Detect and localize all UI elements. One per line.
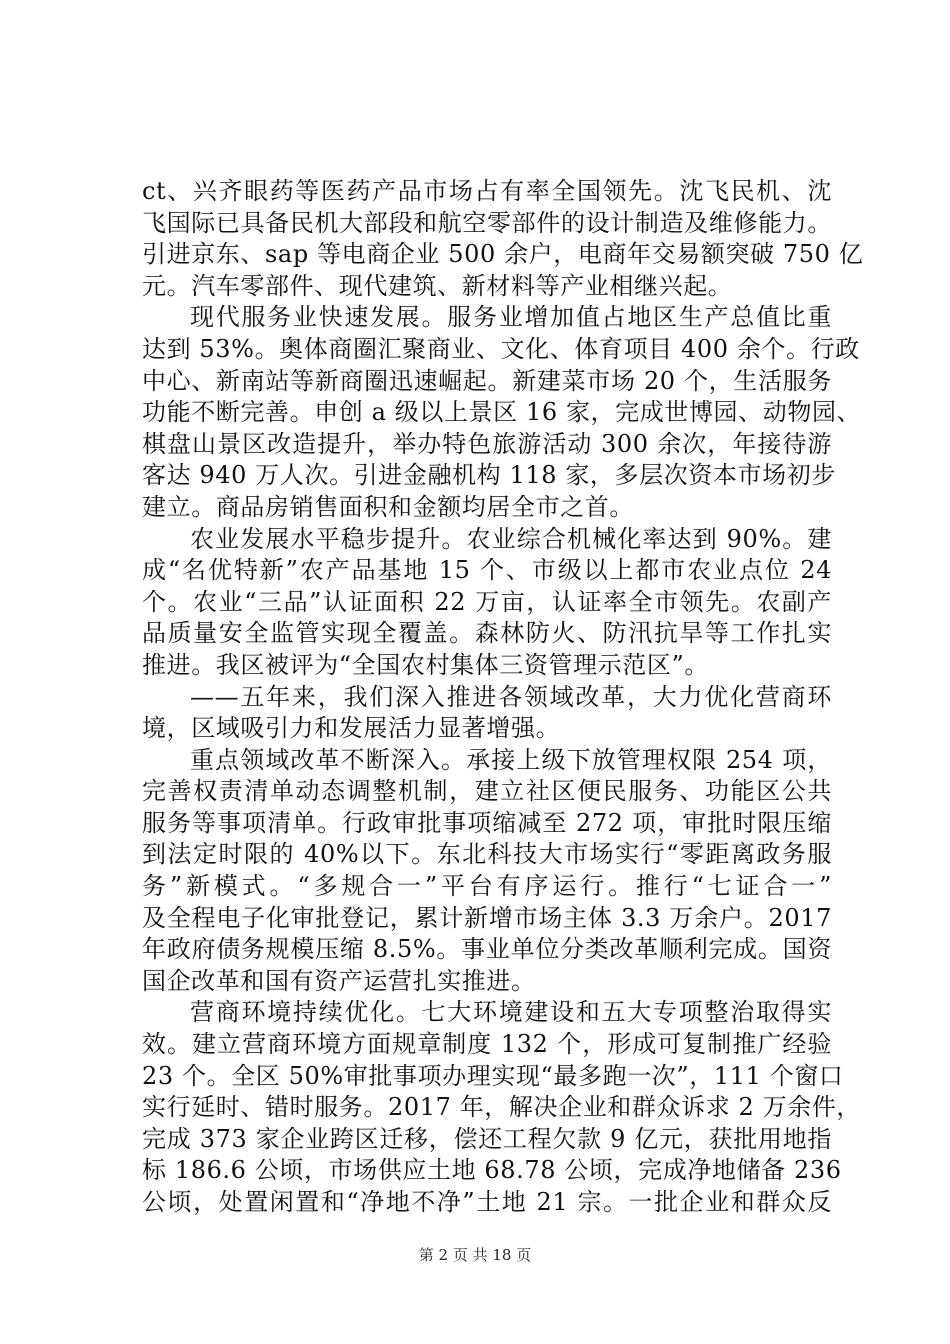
text-line: 品质量安全监管实现全覆盖。森林防火、防汛抗旱等工作扎实: [142, 619, 832, 648]
text-line: 国企改革和国有资产运营扎实推进。: [142, 966, 536, 995]
text-line: 成“名优特新”农产品基地 15 个、市级以上都市农业点位 24: [142, 556, 832, 585]
text-line: 元。汽车零部件、现代建筑、新材料等产业相继兴起。: [142, 271, 733, 300]
text-line: 飞国际已具备民机大部段和航空零部件的设计制造及维修能力。: [142, 208, 832, 237]
text-line: 到法定时限的 40%以下。东北科技大市场实行“零距离政务服: [142, 840, 832, 869]
paragraph-start-line: 农业发展水平稳步提升。农业综合机械化率达到 90%。建: [190, 524, 832, 553]
text-line: 个。农业“三品”认证面积 22 万亩，认证率全市领先。农副产: [142, 587, 832, 616]
text-line: 效。建立营商环境方面规章制度 132 个，形成可复制推广经验: [142, 1030, 832, 1059]
text-line: 完成 373 家企业跨区迁移，偿还工程欠款 9 亿元，获批用地指: [142, 1124, 832, 1153]
text-line: ct、兴齐眼药等医药产品市场占有率全国领先。沈飞民机、沈: [142, 177, 832, 205]
text-line: 中心、新南站等新商圈迅速崛起。新建菜市场 20 个，生活服务: [142, 366, 832, 395]
page-number-footer: 第 2 页 共 18 页: [418, 1246, 532, 1264]
text-line: 棋盘山景区改造提升，举办特色旅游活动 300 余次，年接待游: [142, 429, 832, 458]
text-line: 完善权责清单动态调整机制，建立社区便民服务、功能区公共: [142, 777, 832, 806]
text-line: 建立。商品房销售面积和金额均居全市之首。: [142, 492, 634, 521]
text-line: 功能不断完善。申创 a 级以上景区 16 家，完成世博园、动物园、: [142, 398, 862, 427]
text-line: 23 个。全区 50%审批事项办理实现“最多跑一次”，111 个窗口: [142, 1061, 844, 1090]
paragraph-start-line: 现代服务业快速发展。服务业增加值占地区生产总值比重: [190, 303, 832, 332]
paragraph-start-line: 营商环境持续优化。七大环境建设和五大专项整治取得实: [190, 998, 832, 1027]
text-line: 达到 53%。奥体商圈汇聚商业、文化、体育项目 400 余个。行政: [142, 334, 860, 363]
text-line: 公顷，处置闲置和“净地不净”土地 21 宗。一批企业和群众反: [142, 1188, 832, 1216]
text-line: 实行延时、错时服务。2017 年，解决企业和群众诉求 2 万余件，: [142, 1093, 862, 1122]
text-line: 境，区域吸引力和发展活力显著增强。: [142, 714, 561, 743]
paragraph-start-line: 重点领域改革不断深入。承接上级下放管理权限 254 项，: [190, 745, 832, 774]
text-line: 标 186.6 公顷，市场供应土地 68.78 公顷，完成净地储备 236: [142, 1156, 842, 1185]
text-line: 推进。我区被评为“全国农村集体三资管理示范区”。: [142, 650, 709, 679]
paragraph-start-line: ——五年来，我们深入推进各领域改革，大力优化营商环: [190, 682, 832, 711]
text-line: 务”新模式。“多规合一”平台有序运行。推行“七证合一”: [142, 872, 832, 901]
text-line: 服务等事项清单。行政审批事项缩减至 272 项，审批时限压缩: [142, 808, 832, 837]
body-text: [142, 176, 864, 1219]
text-line: 引进京东、sap 等电商企业 500 余户，电商年交易额突破 750 亿: [142, 240, 864, 269]
text-line: 及全程电子化审批登记，累计新增市场主体 3.3 万余户。2017: [142, 903, 832, 932]
text-line: 年政府债务规模压缩 8.5%。事业单位分类改革顺利完成。国资: [142, 935, 832, 964]
text-line: 客达 940 万人次。引进金融机构 118 家，多层次资本市场初步: [142, 461, 836, 490]
